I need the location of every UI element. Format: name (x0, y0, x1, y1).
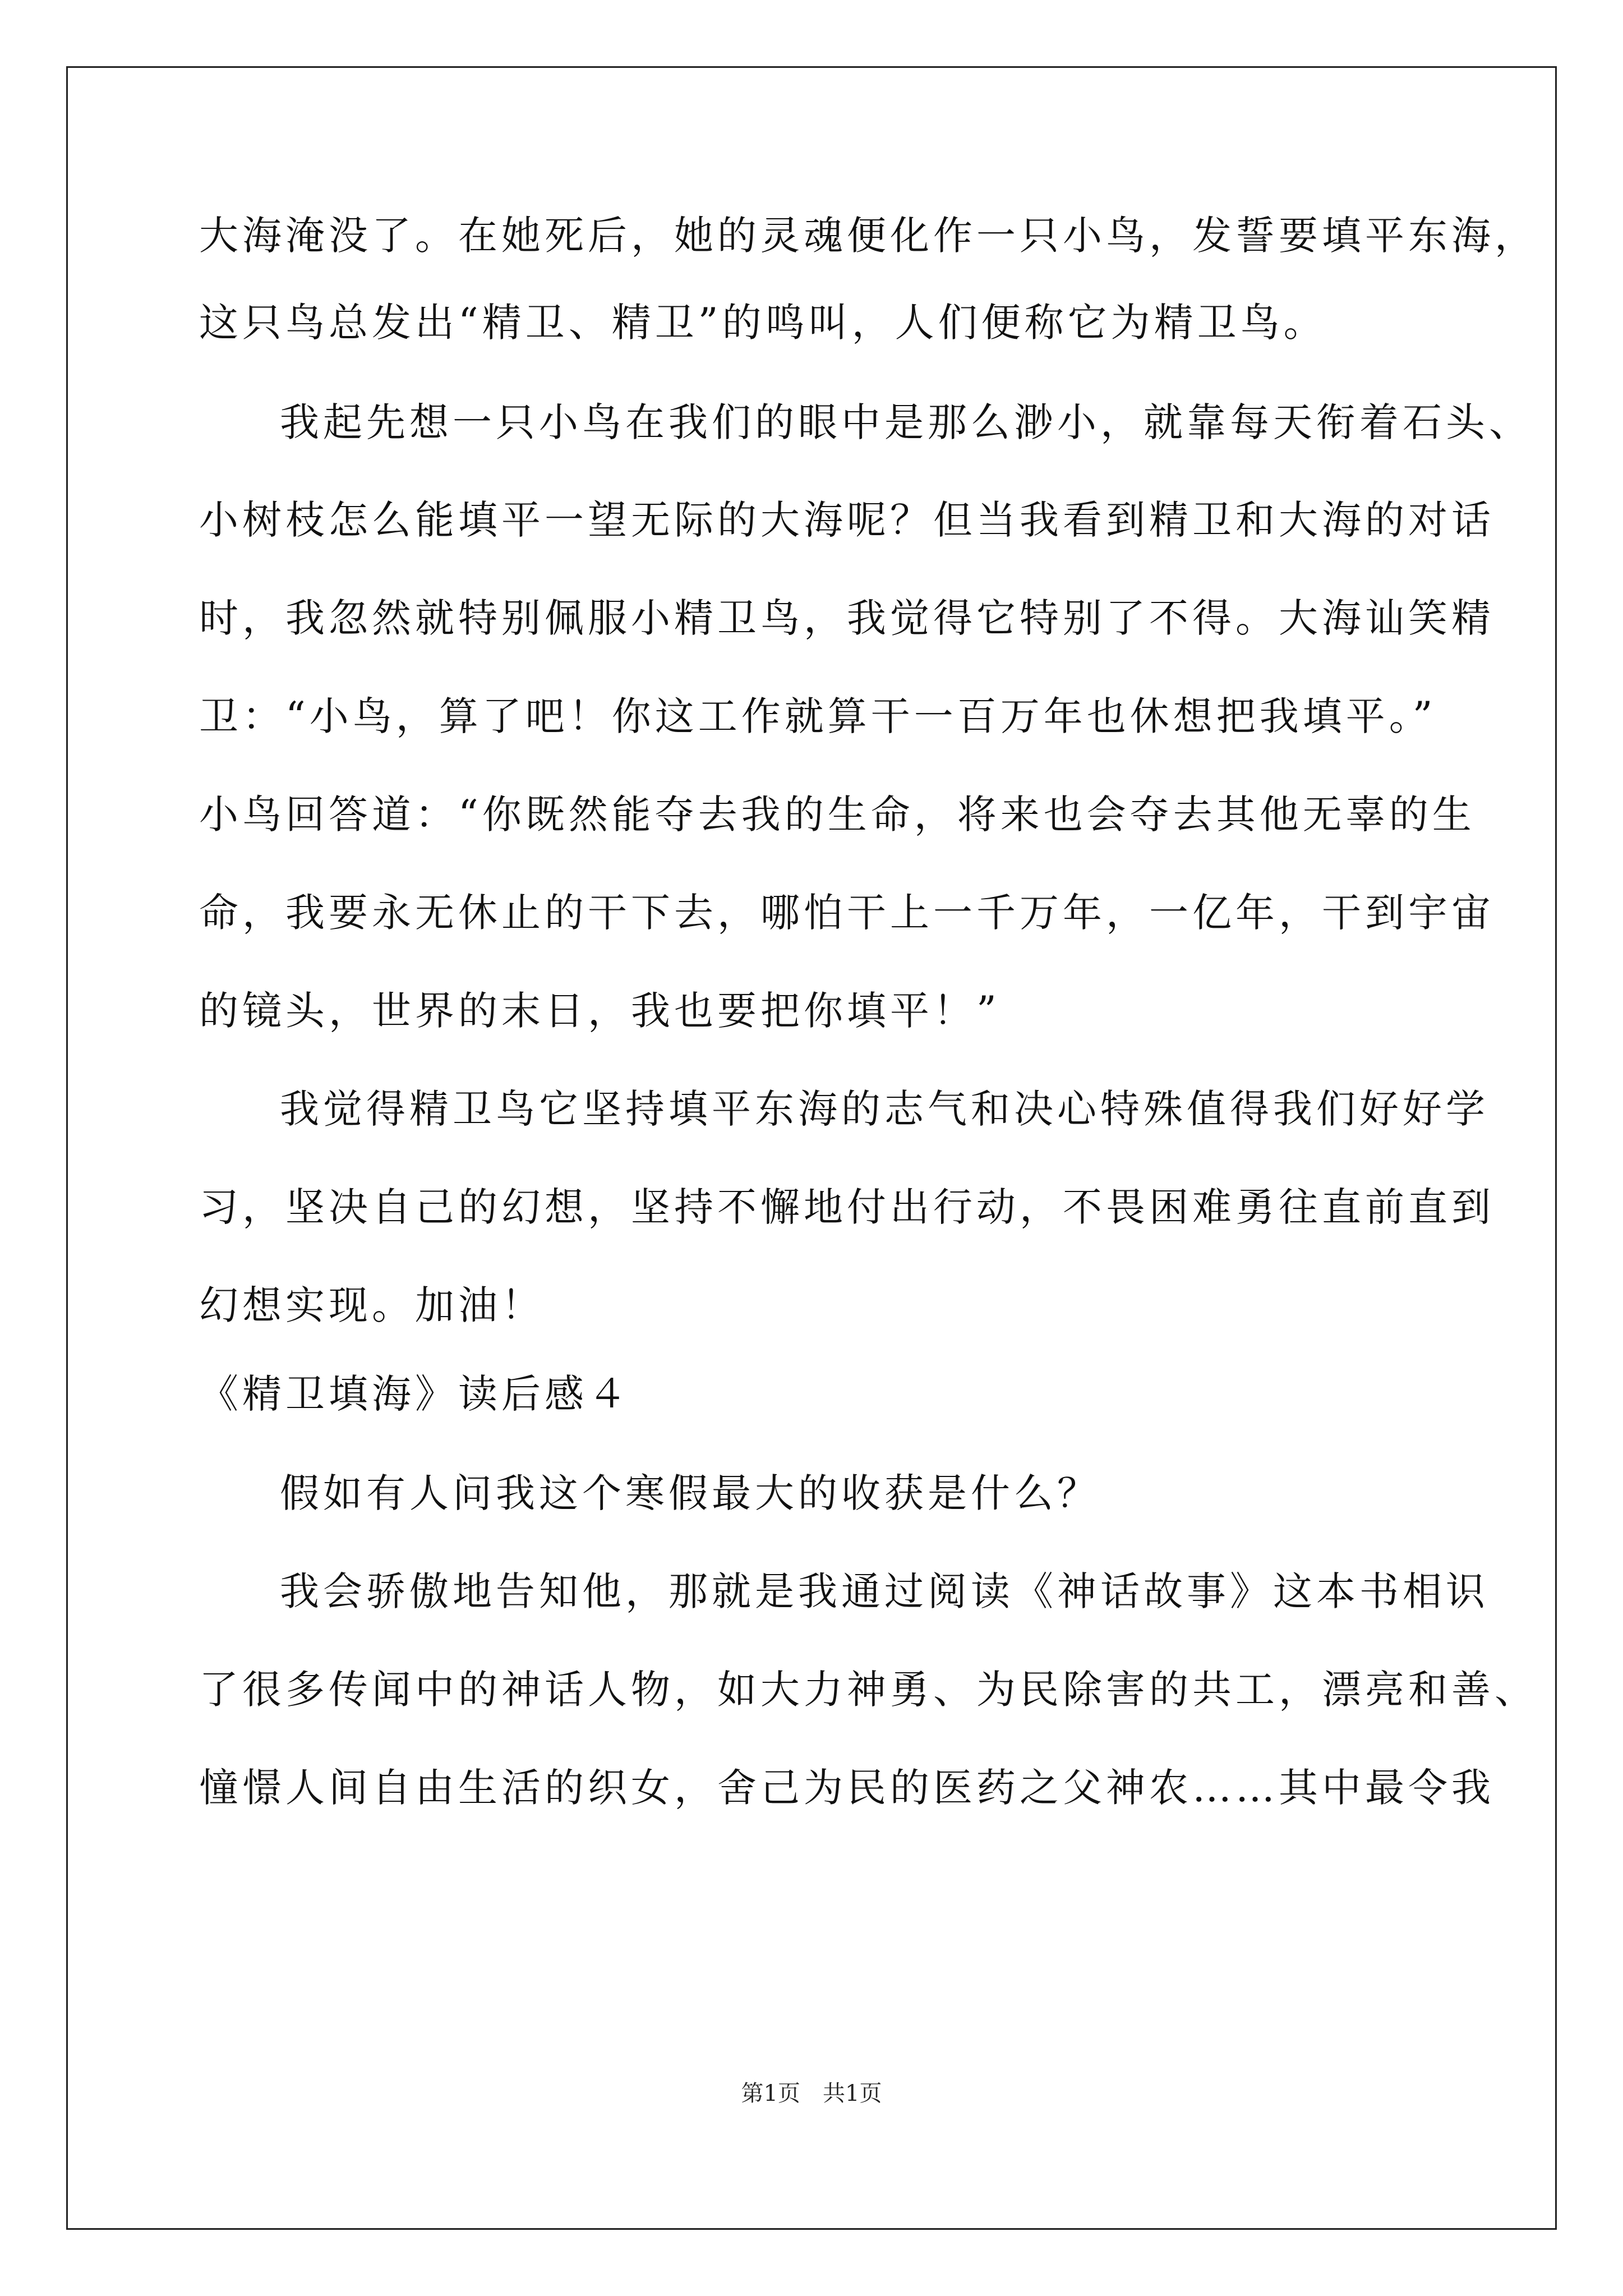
page-footer: 第1页 共1页 (741, 2081, 882, 2106)
text-line: 小鸟回答道：“你既然能夺去我的生命，将来也会夺去其他无辜的生 (199, 792, 1476, 838)
paragraph-start-line: 我起先想一只小鸟在我们的眼中是那么渺小，就靠每天衔着石头、 (280, 399, 1532, 445)
text-line: 幻想实现。加油！ (199, 1282, 545, 1328)
section-heading: 《精卫填海》读后感４ (199, 1371, 631, 1417)
text-line: 了很多传闻中的神话人物，如大力神勇、为民除害的共工，漂亮和善、 (199, 1667, 1538, 1713)
paragraph-start-line: 我会骄傲地告知他，那就是我通过阅读《神话故事》这本书相识 (280, 1568, 1489, 1614)
text-line: 大海淹没了。在她死后，她的灵魂便化作一只小鸟，发誓要填平东海， (199, 213, 1538, 259)
paragraph-start-line: 假如有人问我这个寒假最大的收获是什么？ (280, 1470, 1100, 1516)
text-line: 憧憬人间自由生活的织女，舍己为民的医药之父神农……其中最令我 (199, 1765, 1495, 1811)
text-line: 习，坚决自己的幻想，坚持不懈地付出行动，不畏困难勇往直前直到 (199, 1184, 1495, 1230)
page-border (66, 66, 1557, 2230)
text-line: 时，我忽然就特别佩服小精卫鸟，我觉得它特别了不得。大海讪笑精 (199, 595, 1495, 641)
text-line: 命，我要永无休止的干下去，哪怕干上一千万年，一亿年，干到宇宙 (199, 890, 1495, 936)
text-line: 这只鸟总发出“精卫、精卫”的鸣叫，人们便称它为精卫鸟。 (199, 300, 1327, 346)
text-line: 小树枝怎么能填平一望无际的大海呢？但当我看到精卫和大海的对话 (199, 497, 1495, 543)
text-line: 的镜头，世界的末日，我也要把你填平！” (199, 988, 1000, 1034)
paragraph-start-line: 我觉得精卫鸟它坚持填平东海的志气和决心特殊值得我们好好学 (280, 1086, 1489, 1132)
text-line: 卫：“小鸟，算了吧！你这工作就算干一百万年也休想把我填平。” (199, 693, 1437, 739)
